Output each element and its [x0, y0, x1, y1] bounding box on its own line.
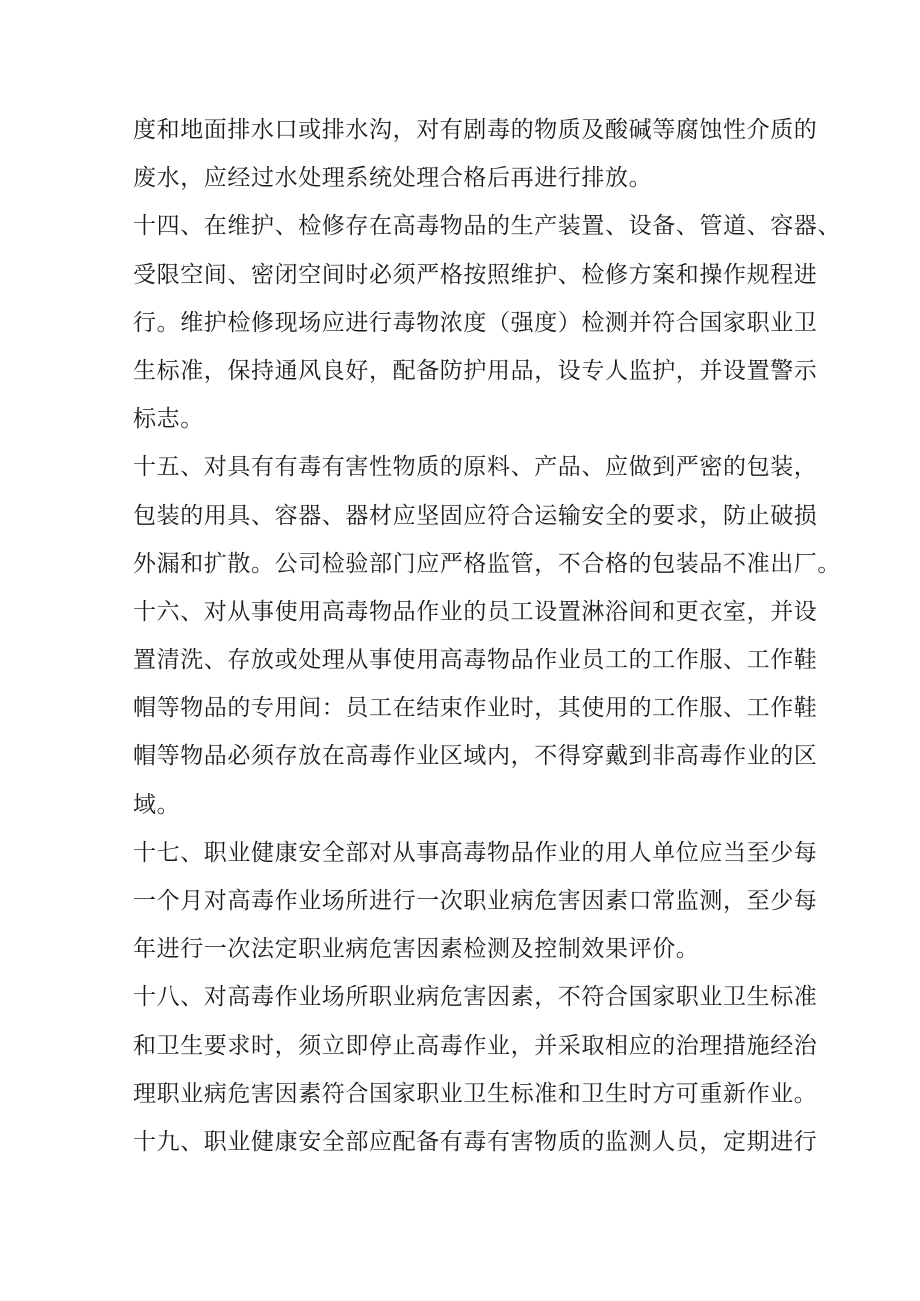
text-line: 十八、对高毒作业场所职业病危害因素，不符合国家职业卫生标准 — [133, 984, 818, 1011]
text-line: 外漏和扩散。公司检验部门应严格监管，不合格的包装品不准出厂。 — [133, 550, 841, 577]
text-line: 行。维护检修现场应进行毒物浓度（强度）检测并符合国家职业卫 — [133, 309, 818, 336]
text-line: 十七、职业健康安全部对从事高毒物品作业的用人单位应当至少每 — [133, 839, 818, 866]
text-line: 十六、对从事使用高毒物品作业的员工设置淋浴间和更衣室，并设 — [133, 598, 818, 625]
text-line: 废水，应经过水处理系统处理合格后再进行排放。 — [133, 165, 653, 192]
text-line: 受限空间、密闭空间时必须严格按照维护、检修方案和操作规程进 — [133, 261, 818, 288]
text-line: 年进行一次法定职业病危害因素检测及控制效果评价。 — [133, 936, 700, 963]
body-text — [133, 106, 841, 1166]
text-line: 置清洗、存放或处理从事使用高毒物品作业员工的工作服、工作鞋 — [133, 647, 818, 674]
text-line: 域。 — [133, 791, 181, 818]
text-line: 标志。 — [133, 406, 204, 433]
text-line: 十九、职业健康安全部应配备有毒有害物质的监测人员，定期进行 — [133, 1128, 818, 1155]
text-line: 和卫生要求时，须立即停止高毒作业，并采取相应的治理措施经治 — [133, 1032, 818, 1059]
text-line: 度和地面排水口或排水沟，对有剧毒的物质及酸碱等腐蚀性介质的 — [133, 117, 818, 143]
text-line: 帽等物品的专用间：员工在结束作业时，其使用的工作服、工作鞋 — [133, 695, 818, 722]
text-line: 一个月对高毒作业场所进行一次职业病危害因素口常监测，至少每 — [133, 888, 818, 914]
text-line: 生标准，保持通风良好，配备防护用品，设专人监护，并设置警示 — [133, 357, 818, 384]
text-line: 包装的用具、容器、器材应坚固应符合运输安全的要求，防止破损 — [133, 502, 818, 529]
text-line: 十四、在维护、检修存在高毒物品的生产装置、设备、管道、容器、 — [133, 213, 841, 240]
text-line: 十五、对具有有毒有害性物质的原料、产品、应做到严密的包装， — [133, 454, 818, 481]
text-line: 理职业病危害因素符合国家职业卫生标准和卫生时方可重新作业。 — [133, 1080, 818, 1107]
text-line: 帽等物品必须存放在高毒作业区域内，不得穿戴到非高毒作业的区 — [133, 743, 818, 770]
